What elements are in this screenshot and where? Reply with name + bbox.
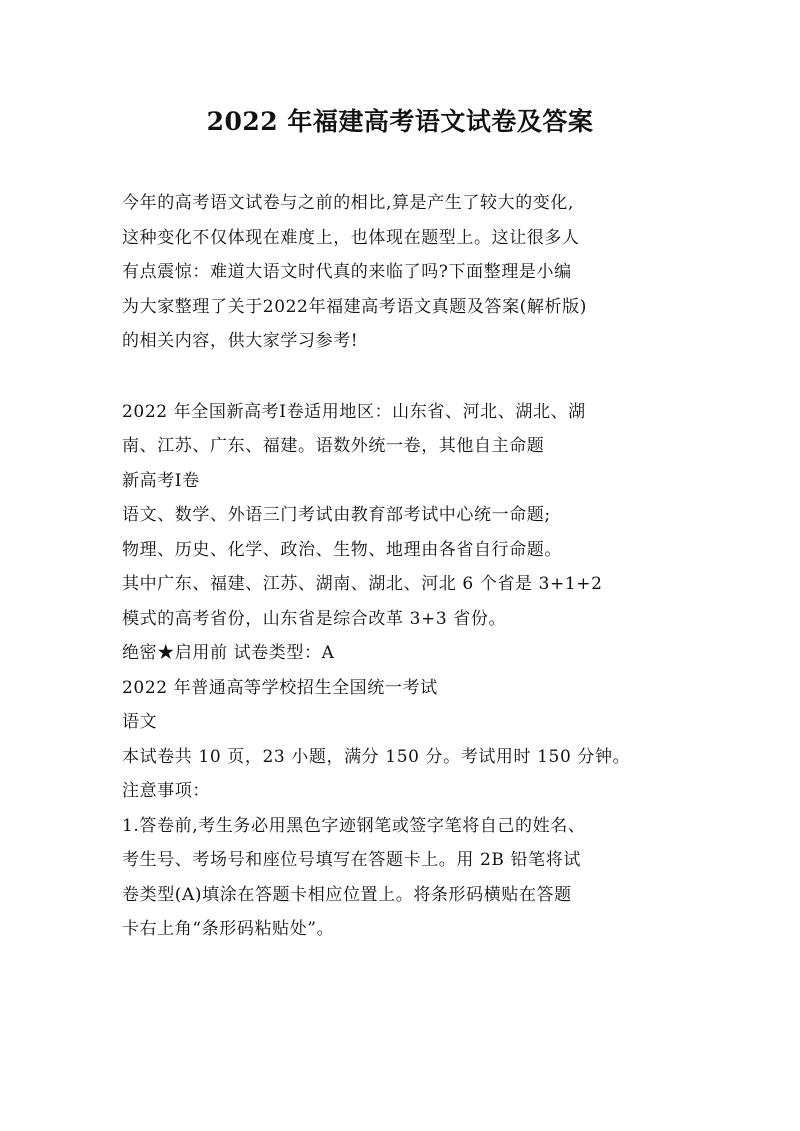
intro-line: 为大家整理了关于2022年福建高考语文真题及答案(解析版) bbox=[122, 296, 587, 317]
intro-paragraph bbox=[122, 186, 688, 359]
body-line: 卷类型(A)填涂在答题卡相应位置上。将条形码横贴在答题 bbox=[122, 884, 572, 905]
document-title: 2022 年福建高考语文试卷及答案 bbox=[206, 107, 594, 136]
body-line: 新高考Ⅰ卷 bbox=[122, 470, 200, 491]
body-line: 其中广东、福建、江苏、湖南、湖北、河北 6 个省是 3+1+2 bbox=[122, 574, 603, 594]
intro-line: 的相关内容，供大家学习参考! bbox=[122, 331, 359, 351]
body-line: 模式的高考省份，山东省是综合改革 3+3 省份。 bbox=[122, 608, 507, 629]
intro-line: 今年的高考语文试卷与之前的相比,算是产生了较大的变化, bbox=[122, 193, 575, 213]
body-line: 卡右上角“条形码粘贴处”。 bbox=[122, 919, 335, 939]
intro-line: 这种变化不仅体现在难度上，也体现在题型上。这让很多人 bbox=[122, 227, 580, 248]
body-line: 2022 年普通高等学校招生全国统一考试 bbox=[122, 677, 438, 698]
body-line: 本试卷共 10 页，23 小题，满分 150 分。考试用时 150 分钟。 bbox=[122, 746, 631, 767]
body-line: 物理、历史、化学、政治、生物、地理由各省自行命题。 bbox=[122, 539, 562, 560]
document-body bbox=[122, 186, 688, 947]
body-line: 语文、数学、外语三门考试由教育部考试中心统一命题; bbox=[122, 505, 551, 525]
body-line: 南、江苏、广东、福建。语数外统一卷，其他自主命题 bbox=[122, 436, 545, 456]
body-line: 注意事项： bbox=[122, 781, 210, 801]
body-line: 2022 年全国新高考Ⅰ卷适用地区：山东省、河北、湖北、湖 bbox=[122, 401, 586, 422]
intro-line: 有点震惊：难道大语文时代真的来临了吗?下面整理是小编 bbox=[122, 262, 572, 282]
body-line: 考生号、考场号和座位号填写在答题卡上。用 2B 铅笔将试 bbox=[122, 850, 581, 870]
exam-info-section bbox=[122, 395, 688, 947]
body-line: 绝密★启用前 试卷类型：A bbox=[122, 643, 335, 663]
paragraph-gap bbox=[122, 359, 688, 395]
body-line: 语文 bbox=[122, 712, 158, 732]
body-line: 1.答卷前,考生务必用黑色字迹钢笔或签字笔将自己的姓名、 bbox=[122, 815, 586, 836]
